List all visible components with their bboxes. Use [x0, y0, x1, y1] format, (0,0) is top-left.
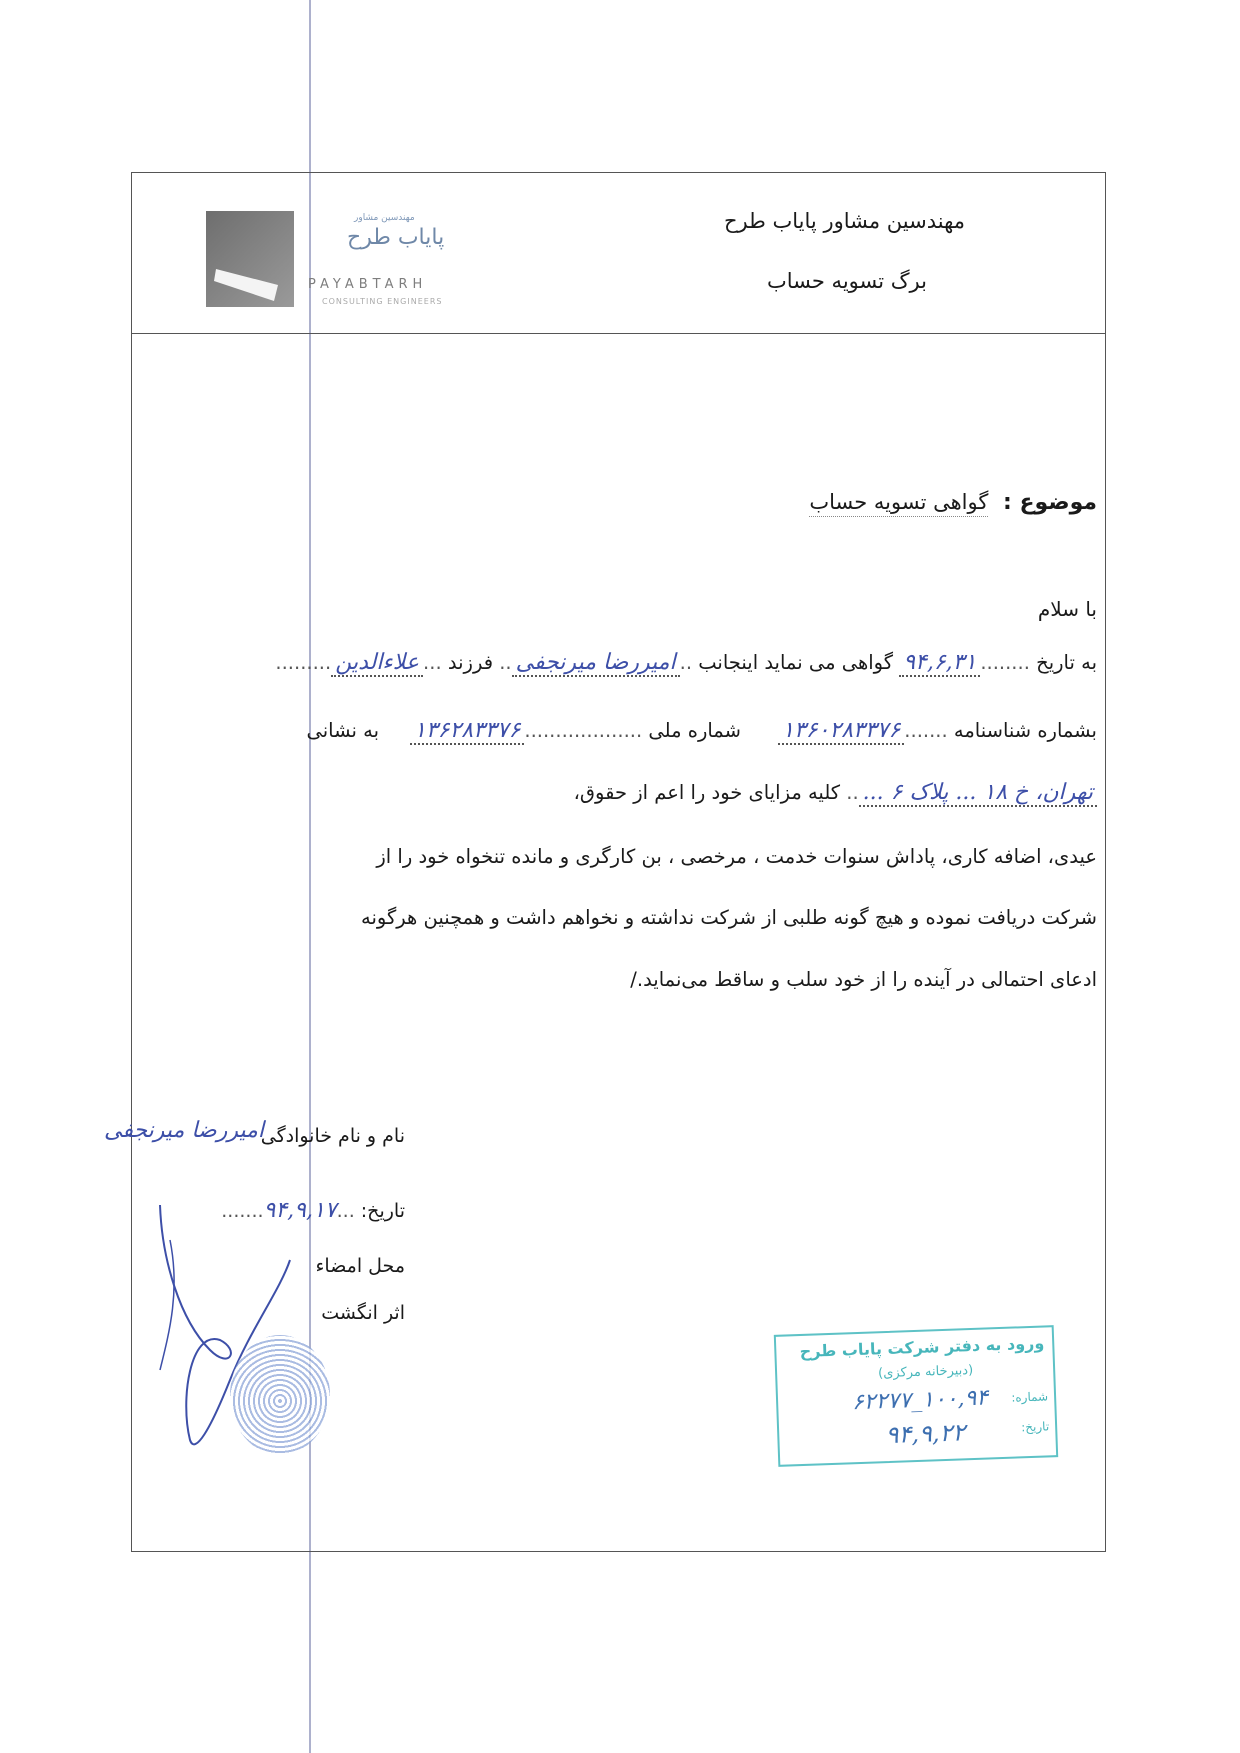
address-label: به نشانی — [306, 719, 380, 742]
fingerprint-impression — [230, 1335, 330, 1455]
stamp-subtitle: (دبیرخانه مرکزی) — [877, 1362, 974, 1382]
subject-label: موضوع : — [1003, 490, 1097, 515]
company-logo-mark — [206, 211, 294, 307]
handwritten-id-number: ۱۳۶۰۲۸۳۳۷۶ — [778, 718, 904, 745]
handwritten-full-name: امیررضا میرنجفی — [104, 1118, 265, 1143]
greeting: با سلام — [1037, 597, 1097, 621]
subject-value: گواهی تسویه حساب — [809, 490, 988, 517]
logo-name-en: PAYABTARH — [308, 277, 428, 292]
date-prefix: به تاریخ — [1036, 651, 1097, 674]
header-divider — [132, 333, 1105, 334]
handwritten-date: ۹۴,۶,۳۱ — [899, 650, 980, 677]
fingerprint-label: اثر انگشت — [321, 1302, 405, 1324]
benefits-text: کلیه مزایای خود را اعم از حقوق، — [573, 781, 841, 804]
signature-place-label: محل امضاء — [315, 1255, 405, 1277]
national-id-label: شماره ملی — [648, 719, 741, 742]
handwritten-name: امیررضا میرنجفی — [512, 650, 680, 677]
company-name: مهندسین مشاور پایاب طرح — [723, 209, 965, 233]
id-label: بشماره شناسنامه — [953, 719, 1097, 742]
handwritten-address: تهران، خ ۱۸ ... پلاک ۶ ... — [859, 780, 1097, 807]
body-line-6: ادعای احتمالی در آینده را از خود سلب و ساقط می‌نماید./ — [630, 968, 1097, 991]
child-of-label: فرزند — [447, 651, 494, 674]
full-name-label: نام و نام خانوادگی — [260, 1125, 405, 1147]
stamp-date-label: تاریخ: — [1020, 1419, 1050, 1435]
body-line-4: عیدی، اضافه کاری، پاداش سنوات خدمت ، مرخصی ، بن کارگری و مانده تنخواه خود را از — [376, 845, 1097, 868]
office-entry-stamp — [774, 1325, 1058, 1467]
handwritten-national-id: ۱۳۶۲۸۳۳۷۶ — [410, 718, 524, 745]
stamp-number-value: ۱۰۰,۹۴_۶۲۲۷۷ — [851, 1385, 989, 1416]
body-line-5: شرکت دریافت نموده و هیچ گونه طلبی از شرکت نداشته و نخواهم داشت و همچنین هرگونه — [361, 906, 1097, 929]
stamp-date-value: ۹۴,۹,۲۲ — [885, 1418, 966, 1450]
stamp-title: ورود به دفتر شرکت پایاب طرح — [799, 1333, 1045, 1362]
full-name-field — [261, 1125, 405, 1147]
form-title: برگ تسویه حساب — [767, 269, 927, 293]
subject-line — [809, 490, 1097, 515]
handwritten-father-name: علاءالدین — [331, 650, 423, 677]
body-line-2: بشماره شناسنامه .......۱۳۶۰۲۸۳۳۷۶ شماره ملی ...................۱۳۶۲۸۳۳۷۶ به نشانی — [306, 718, 1097, 743]
logo-subtitle-fa: مهندسین مشاور — [354, 213, 415, 223]
sign-date-label: تاریخ: — [360, 1200, 405, 1222]
certify-text: گواهی می نماید اینجانب — [698, 651, 894, 674]
body-line-3: تهران، خ ۱۸ ... پلاک ۶ ..... کلیه مزایای خود را اعم از حقوق، — [197, 780, 1097, 805]
handwritten-sign-date: ۹۴,۹,۱۷ — [263, 1198, 337, 1223]
logo-subtitle-en: CONSULTING ENGINEERS — [322, 297, 443, 306]
body-line-1: به تاریخ ........۹۴,۶,۳۱ گواهی می نماید اینجانب ..امیررضا میرنجفی.. فرزند ...علاءالدین......... — [275, 650, 1097, 675]
logo-name-fa: پایاب طرح — [347, 225, 445, 250]
stamp-number-label: شماره: — [1011, 1389, 1049, 1405]
sign-date-field: تاریخ: ...۹۴,۹,۱۷....... — [221, 1198, 405, 1223]
